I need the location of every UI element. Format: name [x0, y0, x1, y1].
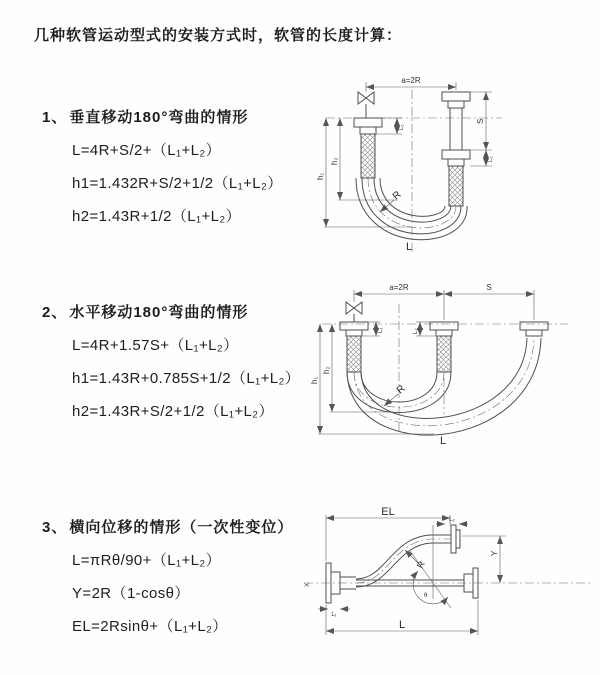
dim-label-l1: L₁: [378, 327, 384, 333]
radius-callout: [384, 383, 407, 406]
section-3-heading: [42, 516, 312, 537]
formula-3-1: L=πRθ/90+（L₁+L₂）: [72, 552, 221, 569]
section-1: [42, 106, 312, 226]
section-2-heading: [42, 301, 312, 322]
dim-label-l2: L₂: [488, 156, 494, 162]
dim-a2r: [366, 76, 456, 92]
left-pipe-fitting: [340, 322, 368, 372]
dim-label-l-bottom: L: [405, 241, 413, 253]
formula-2-1: L=4R+1.57S+（L₁+L₂）: [72, 337, 239, 354]
section-3-number: 3、: [42, 519, 68, 536]
formula-3-2: Y=2R（1-cosθ）: [72, 585, 190, 602]
dim-label-r: R: [414, 559, 427, 570]
dim-label-l2: L₂: [413, 328, 419, 334]
diagram-lateral-displacement: [298, 503, 600, 645]
radius-callout: [380, 189, 403, 212]
dim-label-l1: L₁: [331, 612, 337, 618]
section-1-title: 垂直移动180°弯曲的情形: [69, 109, 249, 126]
dim-y: [462, 536, 506, 583]
dim-label-el: EL: [381, 506, 395, 518]
dim-el: [326, 506, 450, 561]
dim-label-r: R: [390, 189, 404, 203]
formula-2-3: h2=1.43R+S/2+1/2（L₁+L₂）: [72, 403, 274, 420]
dim-label-h1: h₁: [316, 172, 325, 180]
formula-1-2: h1=1.432R+S/2+1/2（L₁+L₂）: [72, 175, 283, 192]
dim-label-theta: θ: [424, 593, 428, 599]
formula-1-1: L=4R+S/2+（L₁+L₂）: [72, 142, 222, 159]
section-1-heading: [42, 106, 312, 127]
dim-label-h2: h₂: [322, 366, 331, 374]
dim-label-h1: h₁: [310, 376, 319, 384]
left-pipe-fitting: [354, 118, 382, 178]
section-2-title: 水平移动180°弯曲的情形: [69, 304, 249, 321]
dim-label-a2r: a=2R: [389, 283, 409, 292]
dim-label-s: S: [476, 118, 485, 124]
dim-label-l-bottom: L: [439, 435, 447, 447]
valve-icon: [358, 92, 374, 118]
section-1-number: 1、: [42, 109, 68, 126]
dim-label-y: Y: [490, 550, 499, 556]
dim-s: [470, 92, 494, 166]
formula-3-3: EL=2Rsinθ+（L₁+L₂）: [72, 618, 228, 635]
middle-pipe-fitting: [430, 322, 458, 372]
section-2: [42, 301, 312, 421]
dim-label-r: R: [394, 383, 408, 397]
diagram-vertical-180-bend: [310, 70, 592, 258]
section-3: [42, 516, 312, 636]
dim-l1: [376, 118, 405, 134]
dim-label-l1: L₁: [399, 124, 405, 130]
dim-label-s: S: [486, 283, 492, 292]
diagram-horizontal-180-bend: [306, 282, 598, 450]
formula-2-2: h1=1.43R+0.785S+1/2（L₁+L₂）: [72, 370, 301, 387]
radius-callout: [405, 550, 427, 570]
dim-label-l-bottom: L: [398, 619, 406, 631]
formula-1-3: h2=1.43R+1/2（L₁+L₂）: [72, 208, 242, 225]
dim-h1: [310, 324, 434, 434]
valve-icon: [346, 302, 362, 322]
right-upper-flange: [451, 525, 460, 553]
dim-label-h2: h₂: [330, 157, 339, 165]
right-pipe-fitting: [442, 92, 470, 206]
page-title: 几种软管运动型式的安装方式时，软管的长度计算：: [34, 27, 403, 44]
s-curve-hose: [356, 535, 451, 587]
section-2-number: 2、: [42, 304, 68, 321]
dim-a2r: [354, 283, 534, 320]
dim-l1: [318, 609, 350, 618]
dim-l: [326, 600, 478, 635]
centerlines: [326, 90, 502, 254]
dim-label-a2r: a=2R: [401, 76, 421, 85]
section-3-title: 横向位移的情形（一次性变位）: [69, 519, 294, 536]
axis-label-x: X: [305, 582, 311, 587]
centerlines: [304, 525, 590, 599]
dim-label-l2: L₂: [449, 517, 455, 523]
